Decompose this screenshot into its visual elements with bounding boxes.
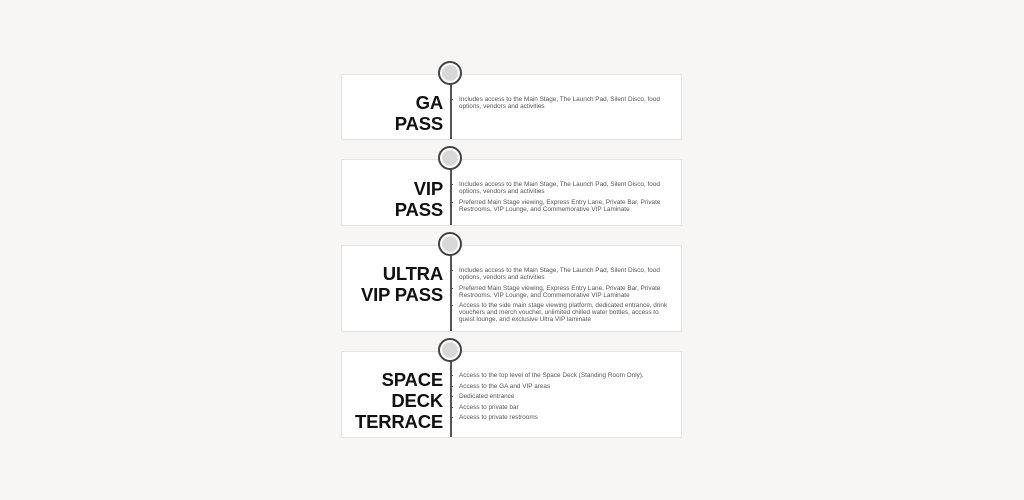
pass-title <box>342 178 443 220</box>
pass-title-line: PASS <box>394 113 443 134</box>
feature-item: Dedicated entrance <box>455 393 673 400</box>
pass-card-space-deck-terrace <box>341 351 682 438</box>
feature-item: Access to the GA and VIP areas <box>455 383 673 390</box>
pass-title-line: DECK <box>391 390 443 411</box>
feature-item: Access to private bar <box>455 404 673 411</box>
feature-item: Access to private restrooms <box>455 414 673 421</box>
pass-features <box>455 96 665 114</box>
timeline-line <box>450 352 452 437</box>
pass-title-line: PASS <box>394 199 443 220</box>
pass-title-line: GA <box>415 92 443 113</box>
pass-card-vip <box>341 159 682 226</box>
pass-title-line: TERRACE <box>354 411 443 432</box>
pass-card-ultra-vip <box>341 245 682 332</box>
timeline-line <box>450 246 452 331</box>
timeline-circle-icon <box>438 61 462 85</box>
pass-features <box>455 267 673 327</box>
feature-item: Includes access to the Main Stage, The Launch Pad, Silent Disco, food options, vendors and activities <box>455 267 673 281</box>
timeline-circle-icon <box>438 338 462 362</box>
pass-title-line: ULTRA <box>382 263 443 284</box>
feature-item: Includes access to the Main Stage, The Launch Pad, Silent Disco, food options, vendors and activities <box>455 181 670 195</box>
pass-title <box>342 263 443 305</box>
pass-title <box>342 92 443 134</box>
feature-item: Preferred Main Stage viewing, Express Entry Lane, Private Bar, Private Restrooms, VIP Lounge, and Commemorative VIP Laminate <box>455 285 673 299</box>
pass-title-line: VIP <box>413 178 443 199</box>
feature-item: Includes access to the Main Stage, The Launch Pad, Silent Disco, food options, vendors and activities <box>455 96 665 110</box>
pass-features <box>455 372 673 425</box>
pass-features <box>455 181 670 216</box>
pass-title-line: VIP PASS <box>360 284 443 305</box>
timeline-circle-icon <box>438 232 462 256</box>
pass-title-line: SPACE <box>381 369 443 390</box>
feature-item: Access to the top level of the Space Deck (Standing Room Only), <box>455 372 673 379</box>
pass-card-ga <box>341 74 682 140</box>
pass-title <box>342 369 443 432</box>
feature-item: Access to the side main stage viewing platform, dedicated entrance, drink vouchers and merch voucher, unlimited chilled water bottles, access to guest lounge, and exclusive Ultra VIP laminate <box>455 302 673 323</box>
timeline-circle-icon <box>438 146 462 170</box>
feature-item: Preferred Main Stage viewing, Express Entry Lane, Private Bar, Private Restrooms, VIP Lounge, and Commemorative VIP Laminate <box>455 199 670 213</box>
